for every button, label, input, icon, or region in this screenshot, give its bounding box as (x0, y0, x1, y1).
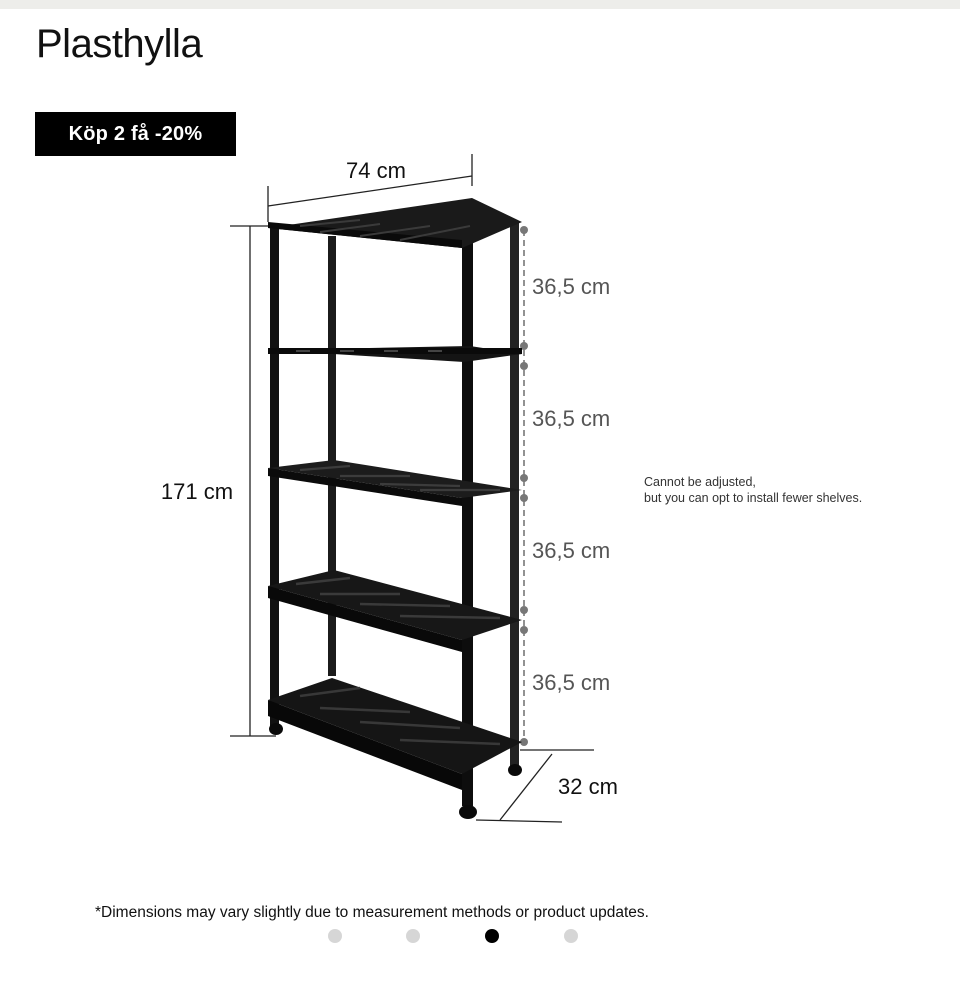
carousel-dot[interactable] (328, 929, 342, 943)
note-line: Cannot be adjusted, (644, 475, 756, 489)
adjustment-note (644, 474, 862, 506)
page-title: Plasthylla (36, 22, 203, 66)
carousel-dot-active[interactable] (485, 929, 499, 943)
carousel-pagination (0, 929, 960, 945)
dimensions-disclaimer: *Dimensions may vary slightly due to measurement methods or product updates. (95, 904, 649, 921)
note-line: but you can opt to install fewer shelves. (644, 491, 863, 505)
top-strip (0, 0, 960, 9)
spacing-label: 36,5 cm (532, 274, 611, 299)
width-label: 74 cm (346, 158, 406, 183)
spacing-label: 36,5 cm (532, 670, 611, 695)
promo-badge: Köp 2 få -20% (35, 112, 236, 156)
carousel-dot[interactable] (406, 929, 420, 943)
spacing-label: 36,5 cm (532, 538, 611, 563)
spacing-dimension (520, 226, 528, 746)
height-label: 171 cm (160, 479, 234, 504)
depth-label: 32 cm (558, 774, 618, 799)
shelf-unit-image (268, 198, 522, 819)
carousel-dot[interactable] (564, 929, 578, 943)
spacing-label: 36,5 cm (532, 406, 611, 431)
height-dimension (230, 226, 276, 736)
